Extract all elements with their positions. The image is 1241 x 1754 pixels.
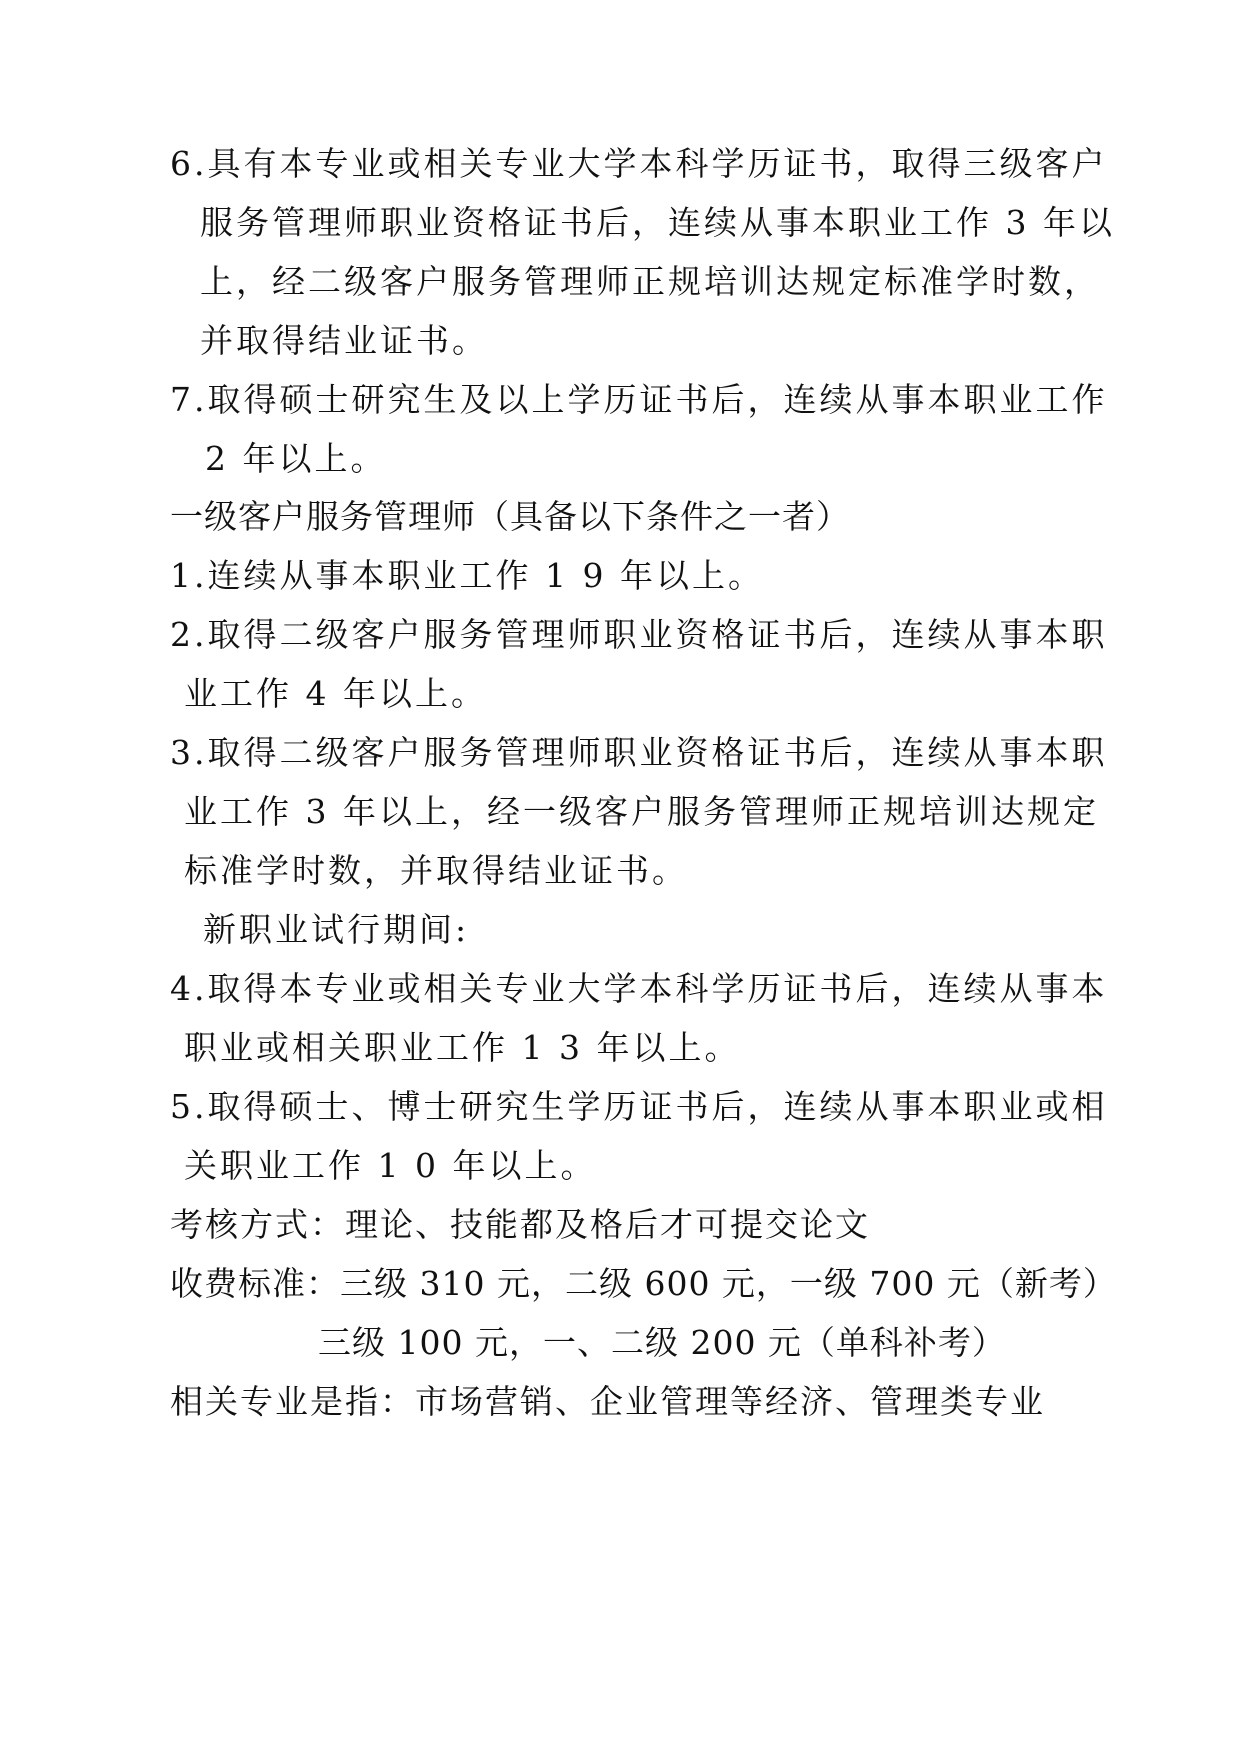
trial-period-label: 新职业试行期间:: [203, 910, 470, 949]
related-majors: 相关专业是指：市场营销、企业管理等经济、管理类专业: [170, 1382, 1045, 1421]
item6-line2: 服务管理师职业资格证书后，连续从事本职业工作 3 年以: [200, 203, 1115, 242]
item6-line4: 并取得结业证书。: [200, 321, 488, 360]
level1-item4-line1: 4.取得本专业或相关专业大学本科学历证书后，连续从事本: [170, 969, 1108, 1008]
fee-standard-line1: 收费标准：三级 310 元，二级 600 元，一级 700 元（新考）: [170, 1264, 1117, 1303]
item6-line1: 6.具有本专业或相关专业大学本科学历证书，取得三级客户: [170, 144, 1108, 183]
level1-item3-line3: 标准学时数，并取得结业证书。: [184, 851, 688, 890]
assessment-method: 考核方式：理论、技能都及格后才可提交论文: [170, 1205, 870, 1244]
level1-item5-line1: 5.取得硕士、博士研究生学历证书后，连续从事本职业或相: [170, 1087, 1108, 1126]
item6-line3: 上，经二级客户服务管理师正规培训达规定标准学时数，: [200, 262, 1100, 301]
level1-item4-line2: 职业或相关职业工作 1 3 年以上。: [184, 1028, 741, 1067]
level1-item2-line2: 业工作 4 年以上。: [184, 674, 487, 713]
level1-item3-line2: 业工作 3 年以上，经一级客户服务管理师正规培训达规定: [184, 792, 1099, 831]
level1-item3-line1: 3.取得二级客户服务管理师职业资格证书后，连续从事本职: [170, 733, 1108, 772]
level1-heading: 一级客户服务管理师（具备以下条件之一者）: [170, 497, 850, 536]
level1-item1: 1.连续从事本职业工作 1 9 年以上。: [170, 556, 764, 595]
item7-line2: 2 年以上。: [205, 439, 387, 478]
fee-standard-line2: 三级 100 元，一、二级 200 元（单科补考）: [318, 1323, 1006, 1362]
level1-item2-line1: 2.取得二级客户服务管理师职业资格证书后，连续从事本职: [170, 615, 1108, 654]
level1-item5-line2: 关职业工作 1 0 年以上。: [184, 1146, 597, 1185]
item7-line1: 7.取得硕士研究生及以上学历证书后，连续从事本职业工作: [170, 380, 1108, 419]
